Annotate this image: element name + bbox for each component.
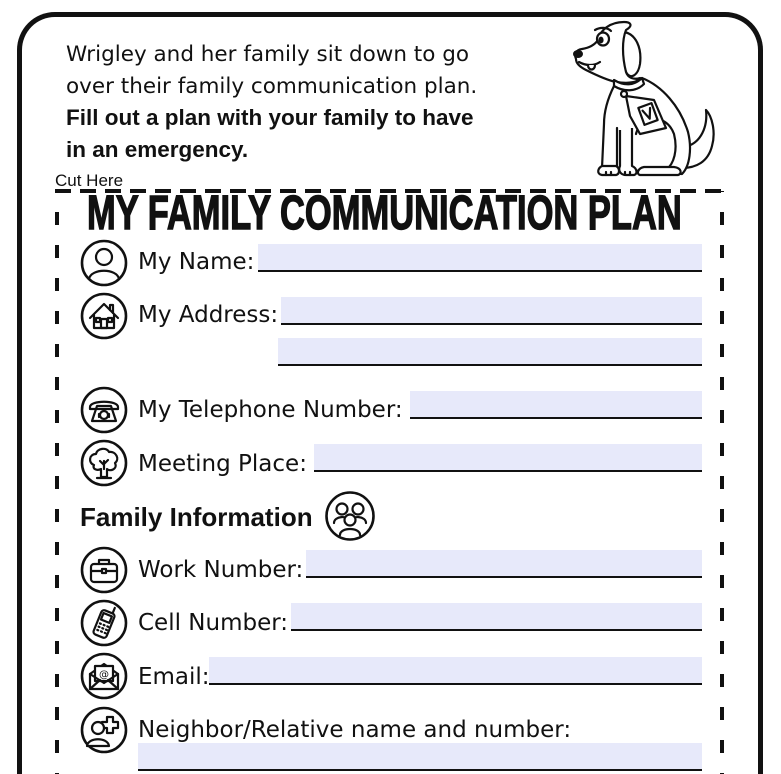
name-label: My Name: bbox=[138, 249, 255, 275]
meeting-place-field[interactable] bbox=[314, 444, 702, 472]
cell-number-label: Cell Number: bbox=[138, 610, 289, 636]
address-field[interactable] bbox=[281, 297, 702, 325]
house-icon bbox=[80, 292, 128, 340]
work-number-field[interactable] bbox=[306, 550, 702, 578]
name-field[interactable] bbox=[258, 244, 702, 272]
cut-here-label: Cut Here bbox=[55, 171, 124, 190]
person-icon bbox=[80, 239, 128, 287]
neighbor-field[interactable] bbox=[138, 743, 702, 771]
address-label: My Address: bbox=[138, 302, 279, 328]
intro-line: over their family communication plan. bbox=[66, 74, 478, 99]
intro-line: Wrigley and her family sit down to go bbox=[66, 42, 470, 67]
work-number-label: Work Number: bbox=[138, 557, 304, 583]
cell-phone-icon bbox=[80, 599, 128, 647]
plan-title: MY FAMILY COMMUNICATION PLAN bbox=[87, 187, 682, 241]
family-group-icon bbox=[324, 490, 376, 542]
rotary-phone-icon bbox=[80, 386, 128, 434]
intro-instruction: Fill out a plan with your family to have bbox=[66, 105, 474, 130]
telephone-label: My Telephone Number: bbox=[138, 397, 403, 423]
neighbor-icon bbox=[80, 706, 128, 754]
email-label: Email: bbox=[138, 664, 210, 690]
briefcase-icon bbox=[80, 546, 128, 594]
cell-number-field[interactable] bbox=[291, 603, 702, 631]
intro-instruction: in an emergency. bbox=[66, 137, 249, 162]
telephone-field[interactable] bbox=[410, 391, 702, 419]
address-line2-field[interactable] bbox=[278, 338, 702, 366]
meeting-place-label: Meeting Place: bbox=[138, 451, 307, 477]
email-envelope-icon bbox=[80, 652, 128, 700]
svg-text:@: @ bbox=[99, 669, 109, 681]
neighbor-label: Neighbor/Relative name and number: bbox=[138, 717, 572, 743]
family-information-heading: Family Information bbox=[80, 502, 313, 532]
email-field[interactable] bbox=[209, 657, 702, 685]
tree-icon bbox=[80, 439, 128, 487]
